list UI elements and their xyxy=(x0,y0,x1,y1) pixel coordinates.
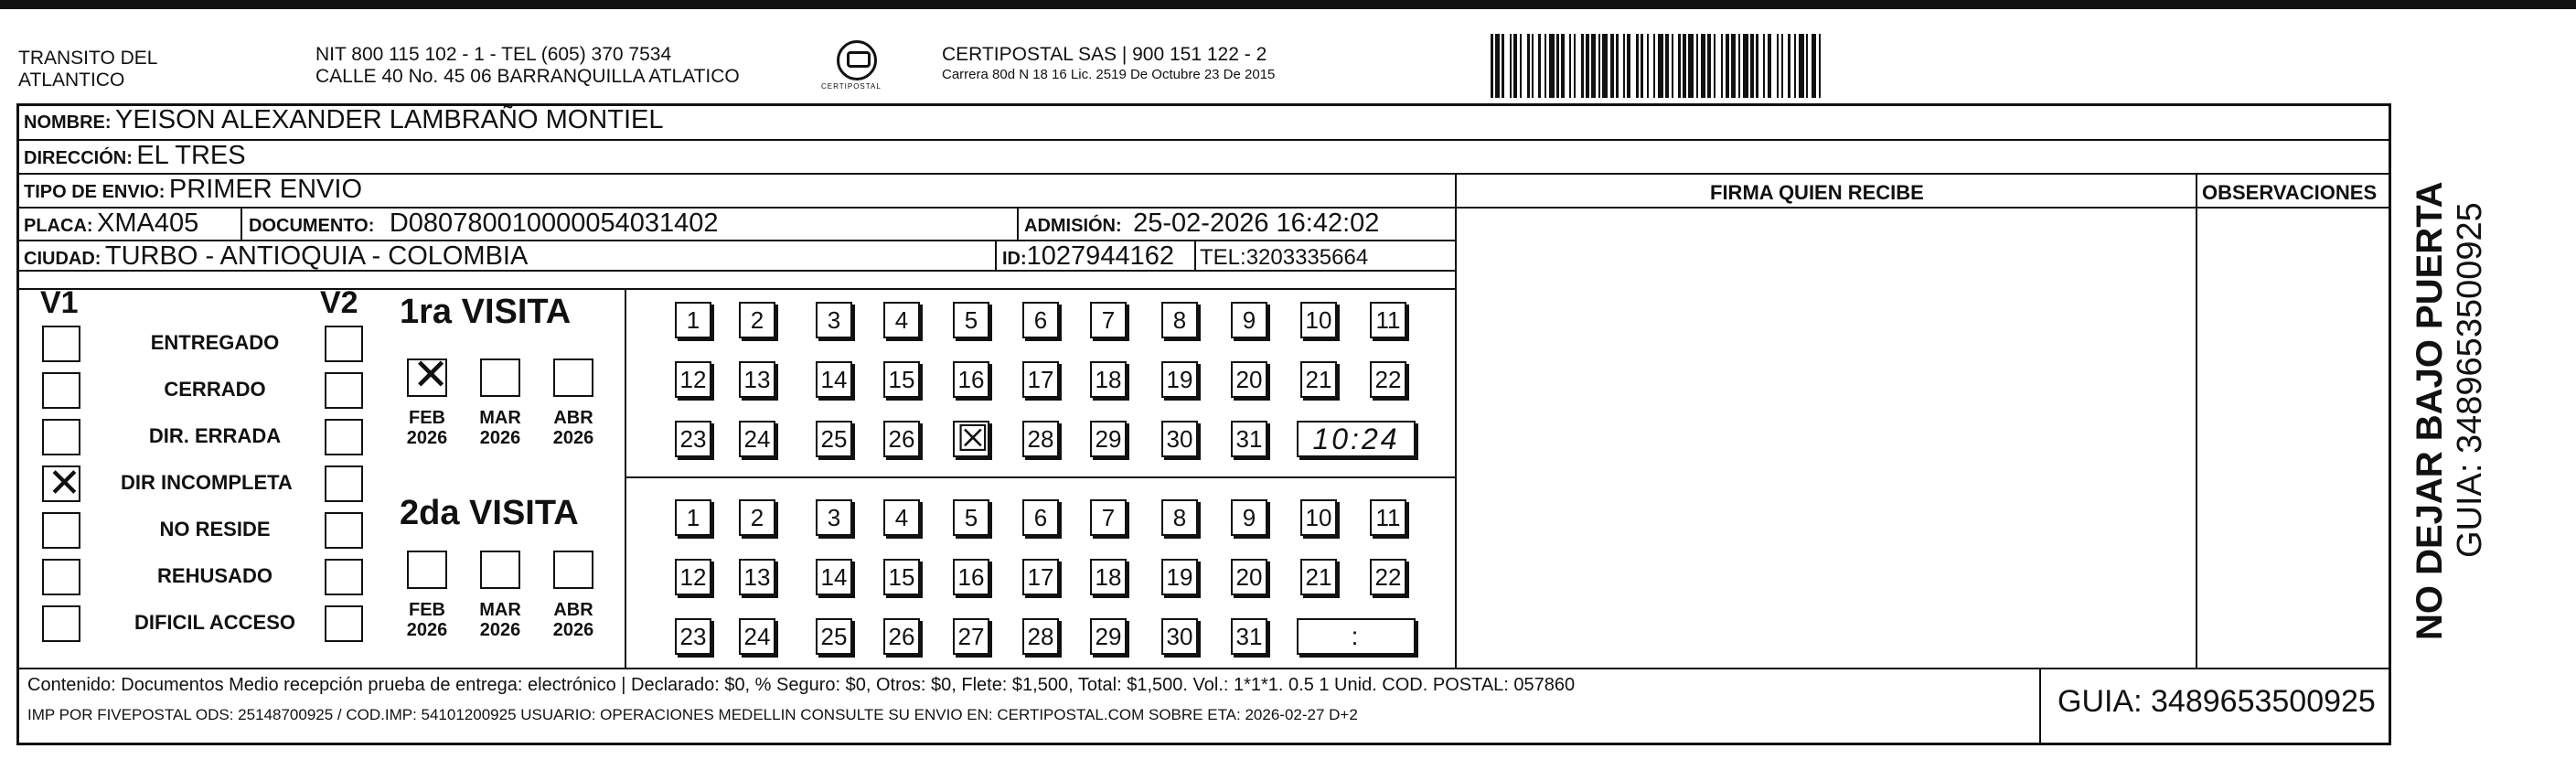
visit1-day-box[interactable]: 23 xyxy=(675,421,711,457)
tel-field: TEL:3203335664 xyxy=(1200,245,1369,270)
tipo-envio-value: PRIMER ENVIO xyxy=(168,175,363,204)
observaciones-label: OBSERVACIONES xyxy=(2202,181,2378,204)
status-v1-checkbox[interactable] xyxy=(42,419,80,455)
visit2-day-box[interactable]: 7 xyxy=(1090,499,1127,536)
visit2-day-box[interactable]: 13 xyxy=(739,559,775,595)
visit2-day-box[interactable]: 12 xyxy=(675,559,711,595)
visit1-day-box[interactable]: 5 xyxy=(953,302,989,338)
visit2-day-box[interactable]: 17 xyxy=(1022,559,1059,595)
tipo-envio-row: TIPO DE ENVIO: PRIMER ENVIO xyxy=(24,175,363,204)
status-v1-checkbox[interactable] xyxy=(42,326,80,362)
visit2-day-box[interactable]: 30 xyxy=(1161,618,1198,655)
visit2-day-box[interactable]: 3 xyxy=(816,499,852,536)
visit2-title: 2da VISITA xyxy=(400,494,579,532)
nombre-value: YEISON ALEXANDER LAMBRAÑO MONTIEL xyxy=(115,105,664,134)
visit2-day-box[interactable]: 2 xyxy=(739,499,775,536)
visit1-day-box[interactable]: 3 xyxy=(816,302,852,338)
status-v1-checkbox[interactable] xyxy=(42,605,80,642)
logo-text: CERTIPOSTAL xyxy=(821,82,882,91)
visit1-day-box[interactable]: 20 xyxy=(1231,361,1267,398)
documento-value: D080780010000054031402 xyxy=(389,209,719,238)
admision-field: ADMISIÓN: 25-02-2026 16:42:02 xyxy=(1024,209,1380,238)
visit2-day-box[interactable]: 8 xyxy=(1161,499,1198,536)
visit2-day-box[interactable]: 15 xyxy=(883,559,920,595)
visit2-day-box[interactable]: 18 xyxy=(1090,559,1127,595)
visit2-day-box[interactable]: 16 xyxy=(953,559,989,595)
tel-value: 3203335664 xyxy=(1245,245,1369,270)
visit1-month-checkbox[interactable] xyxy=(407,349,450,401)
visit2-day-box[interactable]: 11 xyxy=(1370,499,1406,536)
visit1-title: 1ra VISITA xyxy=(400,293,572,331)
id-field: ID:1027944162 xyxy=(1002,241,1174,271)
direccion-value: EL TRES xyxy=(136,141,246,170)
visit1-day-box[interactable]: 4 xyxy=(883,302,920,338)
visit2-day-box[interactable]: 6 xyxy=(1022,499,1059,536)
status-v2-checkbox[interactable] xyxy=(325,372,363,409)
visit2-day-box[interactable]: 26 xyxy=(883,618,920,655)
sender-info: NIT 800 115 102 - 1 - TEL (605) 370 7534 CALLE 40 No. 45 06 BARRANQUILLA ATLATICO xyxy=(315,44,740,87)
visit1-day-box[interactable]: 8 xyxy=(1161,302,1198,338)
id-value: 1027944162 xyxy=(1026,241,1174,271)
barcode xyxy=(1491,34,2222,98)
visit1-day-box[interactable]: 31 xyxy=(1231,421,1267,457)
visit2-day-box[interactable]: 25 xyxy=(816,618,852,655)
status-v2-checkbox[interactable] xyxy=(325,419,363,455)
visit1-month-label: ABR 2026 xyxy=(552,408,594,448)
status-label: DIR. ERRADA xyxy=(148,424,282,447)
visit1-day-box[interactable]: 29 xyxy=(1090,421,1127,457)
visit2-day-box[interactable]: 10 xyxy=(1300,499,1337,536)
visit2-day-box[interactable]: 14 xyxy=(816,559,852,595)
visit2-day-box[interactable]: 1 xyxy=(675,499,711,536)
company-name: TRANSITO DEL ATLANTICO xyxy=(18,48,158,91)
visit1-day-box[interactable]: 12 xyxy=(675,361,711,398)
visit1-day-box[interactable]: 13 xyxy=(739,361,775,398)
visit2-month-label: MAR 2026 xyxy=(479,600,521,640)
visit1-day-box[interactable]: 21 xyxy=(1300,361,1337,398)
visit2-day-box[interactable]: 21 xyxy=(1300,559,1337,595)
check-mark: ✕ xyxy=(48,460,81,507)
status-label: REHUSADO xyxy=(157,564,273,587)
visit2-month-checkbox[interactable] xyxy=(480,551,520,589)
visit2-month-checkbox[interactable] xyxy=(407,551,447,589)
visit1-day-box[interactable]: 14 xyxy=(816,361,852,398)
status-v1-checkbox[interactable] xyxy=(42,559,80,595)
status-label: NO RESIDE xyxy=(159,518,271,540)
visit1-time-box[interactable]: 10:24 xyxy=(1297,421,1416,457)
status-label: ENTREGADO xyxy=(150,331,280,354)
footer-contenido: Contenido: Documentos Medio recepción prueba de entrega: electrónico | Declarado: $0, % Seguro: $0, Otros: $0, Flete: $1,500, Total: $1,500. Vol.: 1*1*1. 0.5 1 Unid. COD. POSTAL: 057860 xyxy=(27,675,1576,695)
status-v1-checkbox[interactable] xyxy=(42,460,81,507)
visit2-month-label: FEB 2026 xyxy=(406,600,448,640)
visit2-day-box[interactable]: 9 xyxy=(1231,499,1267,536)
certipostal-logo xyxy=(837,40,877,80)
visit1-day-box[interactable]: 15 xyxy=(883,361,920,398)
status-v2-checkbox[interactable] xyxy=(325,512,363,549)
visit2-day-box[interactable]: 4 xyxy=(883,499,920,536)
visit1-day-box[interactable] xyxy=(953,418,989,460)
status-v2-checkbox[interactable] xyxy=(325,326,363,362)
visit1-day-box[interactable]: 11 xyxy=(1370,302,1406,338)
visit1-day-box[interactable]: 26 xyxy=(883,421,920,457)
status-v2-checkbox[interactable] xyxy=(325,605,363,642)
carrier-info: CERTIPOSTAL SAS | 900 151 122 - 2 Carrera 80d N 18 16 Lic. 2519 De Octubre 23 De 2015 xyxy=(942,44,1276,82)
placa-value: XMA405 xyxy=(97,209,199,238)
footer-imp: IMP POR FIVEPOSTAL ODS: 25148700925 / COD.IMP: 54101200925 USUARIO: OPERACIONES MEDELLIN CONSULTE SU ENVIO EN: CERTIPOSTAL.COM SOBRE ETA: 2026-02-27 D+2 xyxy=(27,706,1358,723)
placa-field: PLACA: XMA405 xyxy=(24,209,199,238)
check-mark: ☒ xyxy=(957,418,989,460)
visit1-day-box[interactable]: 28 xyxy=(1022,421,1059,457)
status-v2-checkbox[interactable] xyxy=(325,559,363,595)
visit1-month-label: FEB 2026 xyxy=(406,408,448,448)
status-label: CERRADO xyxy=(164,378,266,401)
visit2-month-checkbox[interactable] xyxy=(553,551,593,589)
visit1-day-box[interactable]: 22 xyxy=(1370,361,1406,398)
nombre-row: NOMBRE: YEISON ALEXANDER LAMBRAÑO MONTIEL xyxy=(24,105,664,134)
visit1-day-box[interactable]: 10 xyxy=(1300,302,1337,338)
visit2-day-box[interactable]: 19 xyxy=(1161,559,1198,595)
check-mark: ✕ xyxy=(412,349,450,401)
v1-label: V1 xyxy=(40,285,79,320)
visit1-day-box[interactable]: 16 xyxy=(953,361,989,398)
visit2-day-box[interactable]: 23 xyxy=(675,618,711,655)
visit2-day-box[interactable]: 28 xyxy=(1022,618,1059,655)
side-guia: GUIA: 3489653500925 xyxy=(2451,202,2489,558)
visit2-day-box[interactable]: 27 xyxy=(953,618,989,655)
visit1-month-label: MAR 2026 xyxy=(479,408,521,448)
visit1-day-box[interactable]: 2 xyxy=(739,302,775,338)
visit1-day-box[interactable]: 6 xyxy=(1022,302,1059,338)
visit1-month-checkbox[interactable] xyxy=(553,358,593,397)
v2-label: V2 xyxy=(320,285,358,320)
visit2-day-box[interactable]: 24 xyxy=(739,618,775,655)
visit1-day-box[interactable]: 7 xyxy=(1090,302,1127,338)
ciudad-field: CIUDAD: TURBO - ANTIOQUIA - COLOMBIA xyxy=(24,241,529,271)
visit2-day-box[interactable]: 31 xyxy=(1231,618,1267,655)
top-border xyxy=(0,0,2576,9)
visit1-day-box[interactable]: 18 xyxy=(1090,361,1127,398)
status-v1-checkbox[interactable] xyxy=(42,512,80,549)
visit2-day-box[interactable]: 5 xyxy=(953,499,989,536)
visit1-day-box[interactable]: 17 xyxy=(1022,361,1059,398)
form-frame xyxy=(16,103,2391,745)
visit1-day-box[interactable]: 9 xyxy=(1231,302,1267,338)
documento-field: DOCUMENTO: D080780010000054031402 xyxy=(249,209,719,238)
visit1-month-checkbox[interactable] xyxy=(480,358,520,397)
status-v1-checkbox[interactable] xyxy=(42,372,80,409)
visit1-day-box[interactable]: 24 xyxy=(739,421,775,457)
status-label: DIFICIL ACCESO xyxy=(134,611,295,634)
visit1-day-box[interactable]: 30 xyxy=(1161,421,1198,457)
visit1-day-box[interactable]: 19 xyxy=(1161,361,1198,398)
visit1-day-box[interactable]: 25 xyxy=(816,421,852,457)
footer-guia: GUIA: 3489653500925 xyxy=(2058,684,2376,719)
admision-value: 25-02-2026 16:42:02 xyxy=(1133,209,1380,238)
visit2-month-label: ABR 2026 xyxy=(552,600,594,640)
visit2-day-box[interactable]: 22 xyxy=(1370,559,1406,595)
visit2-day-box[interactable]: 20 xyxy=(1231,559,1267,595)
direccion-row: DIRECCIÓN: EL TRES xyxy=(24,141,246,170)
firma-label: FIRMA QUIEN RECIBE xyxy=(1710,181,1924,204)
visit2-time-box[interactable]: : xyxy=(1297,618,1416,655)
side-warning: NO DEJAR BAJO PUERTA xyxy=(2410,181,2450,640)
visit1-day-box[interactable]: 1 xyxy=(675,302,711,338)
ciudad-value: TURBO - ANTIOQUIA - COLOMBIA xyxy=(104,241,529,271)
visit2-day-box[interactable]: 29 xyxy=(1090,618,1127,655)
status-label: DIR INCOMPLETA xyxy=(121,471,293,494)
